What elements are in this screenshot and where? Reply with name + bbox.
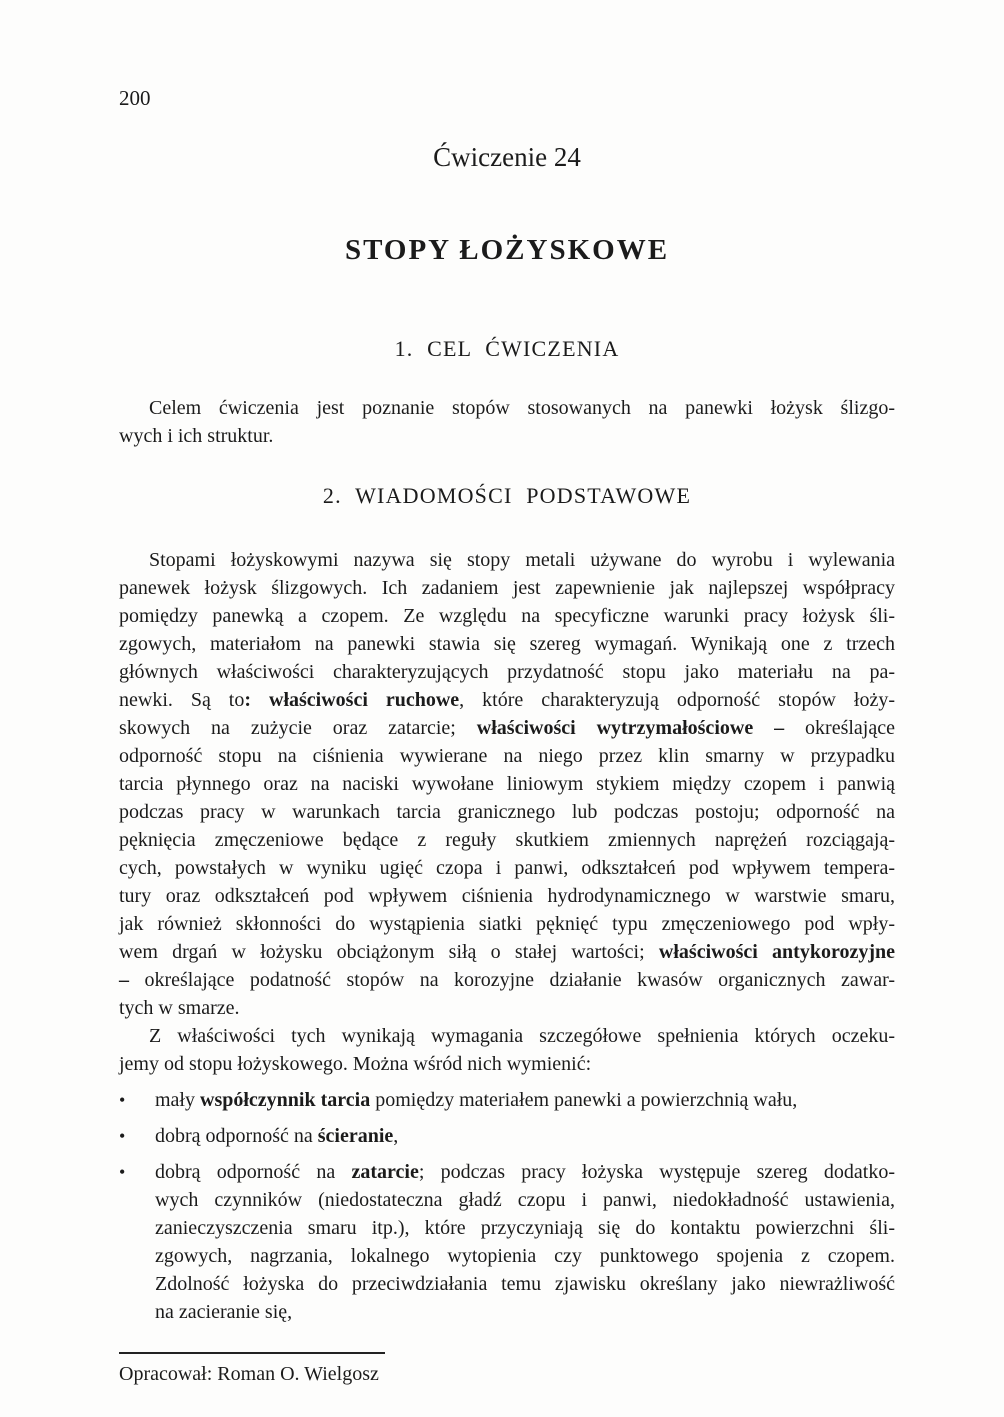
text-segment: Z właściwości tych wynikają wymagania szczegółowe spełnienia których oczeku- — [149, 1024, 895, 1047]
text-segment: newki. Są to — [119, 688, 245, 711]
bold-text-segment: ścieranie — [317, 1124, 394, 1147]
text-segment: dobrą odporność na — [155, 1160, 352, 1183]
bold-text-segment: : właściwości ruchowe — [244, 688, 460, 711]
text-segment: , — [393, 1124, 399, 1147]
text-segment: , które charakteryzują odporność stopów łoży- — [459, 688, 895, 711]
text-line — [155, 1122, 895, 1150]
bullet-list-item — [119, 1086, 895, 1114]
text-line — [119, 770, 895, 798]
text-line — [119, 658, 895, 686]
bold-text-segment: zatarcie — [351, 1160, 419, 1183]
text-line — [119, 394, 895, 422]
text-segment: Stopami łożyskowymi nazywa się stopy metali używane do wyrobu i wylewania — [149, 548, 895, 571]
exercise-label: Ćwiczenie 24 — [433, 142, 581, 172]
text-line — [119, 602, 895, 630]
text-segment: zgowych, nagrzania, lokalnego wytopienia czy punktowego spojenia z czopem. — [155, 1244, 895, 1267]
bullet-list-item — [119, 1122, 895, 1150]
text-segment: określające — [784, 716, 895, 739]
text-line — [155, 1214, 895, 1242]
page-number: 200 — [119, 86, 151, 110]
text-line — [155, 1186, 895, 1214]
section2-heading: 2. WIADOMOŚCI PODSTAWOWE — [322, 482, 692, 508]
page-title: STOPY ŁOŻYSKOWE — [344, 233, 670, 266]
bullet-content — [155, 1158, 895, 1326]
text-line — [119, 882, 895, 910]
text-segment: na zacieranie się, — [155, 1300, 293, 1323]
text-line — [155, 1270, 895, 1298]
bullet-icon: • — [119, 1089, 126, 1110]
bullet-icon: • — [119, 1125, 126, 1146]
text-segment: wych czynników (niedostateczna gładź czopu i panwi, niedokładność ustawienia, — [155, 1188, 895, 1211]
text-segment: dobrą odporność na — [155, 1124, 318, 1147]
text-segment: odporność stopu na ciśnienia wywierane na niego przez klin smarny w przypadku — [119, 744, 895, 767]
text-line — [155, 1086, 895, 1114]
text-line — [119, 422, 895, 450]
bold-text-segment: – — [119, 968, 129, 991]
text-segment: tarcia płynnego oraz na naciski wywołane liniowym stykiem między czopem i panwią — [119, 772, 895, 795]
section1-content — [119, 394, 895, 450]
bold-text-segment: właściwości wytrzymałościowe – — [476, 716, 785, 739]
text-line — [119, 546, 895, 574]
text-segment: panewek łożysk ślizgowych. Ich zadaniem jest zapewnienie jak najlepszej współpracy — [119, 576, 895, 599]
text-segment: zgowych, materiałom na panewki stawia się szereg wymagań. Wynikają one z trzech — [119, 632, 895, 655]
text-line — [155, 1242, 895, 1270]
text-segment: wych i ich struktur. — [119, 424, 274, 447]
footnote-divider — [119, 1352, 385, 1354]
text-line — [119, 938, 895, 966]
text-segment: jak również skłonności do wystąpienia siatki pęknięć typu zmęczeniowego pod wpły- — [119, 912, 895, 935]
text-segment: określające podatność stopów na korozyjne działanie kwasów organicznych zawar- — [129, 968, 895, 991]
text-line — [119, 714, 895, 742]
section2-content — [119, 546, 895, 1326]
bold-text-segment: współczynnik tarcia — [200, 1088, 371, 1111]
text-segment: skowych na zużycie oraz zatarcie; — [119, 716, 477, 739]
bullet-icon: • — [119, 1161, 126, 1182]
text-segment: cych, powstałych w wyniku ugięć czopa i panwi, odkształceń pod wpływem tempera- — [119, 856, 895, 879]
text-line — [119, 826, 895, 854]
text-line — [119, 994, 895, 1022]
paragraph — [119, 394, 895, 450]
text-segment: podczas pracy w warunkach tarcia granicznego lub podczas postoju; odporność na — [119, 800, 895, 823]
text-segment: głównych właściwości charakteryzujących przydatność stopu jako materiału na pa- — [119, 660, 895, 683]
text-line — [119, 854, 895, 882]
text-line — [155, 1298, 895, 1326]
text-line — [119, 1022, 895, 1050]
text-segment: pomiędzy panewką a czopem. Ze względu na specyficzne warunki pracy łożysk śli- — [119, 604, 895, 627]
text-segment: ; podczas pracy łożyska występuje szereg dodatko- — [418, 1160, 895, 1183]
text-line — [155, 1158, 895, 1186]
text-segment: jemy od stopu łożyskowego. Można wśród nich wymienić: — [119, 1052, 592, 1075]
text-segment: tych w smarze. — [119, 996, 240, 1019]
text-segment: tury oraz odkształceń pod wpływem ciśnienia hydrodynamicznego w warstwie smaru, — [119, 884, 895, 907]
footnote — [119, 1352, 895, 1386]
bullet-content — [155, 1086, 895, 1114]
text-line — [119, 630, 895, 658]
paragraph — [119, 546, 895, 1022]
text-segment: zanieczyszczenia smaru itp.), które przyczyniają się do kontaktu powierzchni śli- — [155, 1216, 895, 1239]
text-segment: wem drgań w łożysku obciążonym siłą o stałej wartości; — [119, 940, 659, 963]
text-line — [119, 1050, 895, 1078]
text-line — [119, 966, 895, 994]
text-segment: Celem ćwiczenia jest poznanie stopów stosowanych na panewki łożysk ślizgo- — [149, 396, 895, 419]
text-line — [119, 686, 895, 714]
text-line — [119, 798, 895, 826]
text-segment: mały — [155, 1088, 200, 1111]
text-line — [119, 742, 895, 770]
footnote-author: Opracował: Roman O. Wielgosz — [119, 1362, 379, 1385]
text-line — [119, 574, 895, 602]
section1-heading: 1. CEL ĆWICZENIA — [394, 335, 620, 361]
text-line — [119, 910, 895, 938]
bold-text-segment: właściwości antykorozyjne — [658, 940, 895, 963]
bullet-content — [155, 1122, 895, 1150]
text-segment: pomiędzy materiałem panewki a powierzchnią wału, — [370, 1088, 798, 1111]
paragraph — [119, 1022, 895, 1078]
text-segment: Zdolność łożyska do przeciwdziałania temu zjawisku określany jako niewrażliwość — [155, 1272, 895, 1295]
text-segment: pęknięcia zmęczeniowe będące z reguły skutkiem zmiennych naprężeń rozciągają- — [119, 828, 895, 851]
bullet-list-item — [119, 1158, 895, 1326]
